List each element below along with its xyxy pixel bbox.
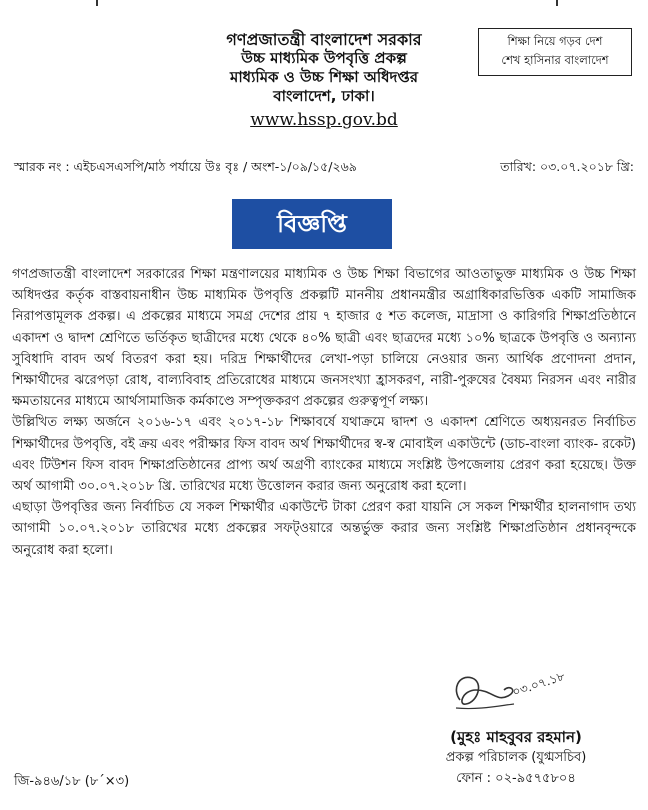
page-top-edge — [0, 0, 648, 5]
paragraph-1: গণপ্রজাতন্ত্রী বাংলাদেশ সরকারের শিক্ষা মন্ত্রণালয়ের মাধ্যমিক ও উচ্চ শিক্ষা বিভাগের আওতাভুক্ত মাধ্যমিক ও উচ্চ শিক্ষা অধিদপ্তর কর্তৃক বাস্তবায়নাধীন উচ্চ মাধ্যমিক উপবৃত্তি প্রকল্পটি মাননীয় প্রধানমন্ত্রীর অগ্রাধিকারভিত্তিক একটি সামাজিক নিরাপত্তামূলক প্রকল্প। এ প্রকল্পের মাধ্যমে সমগ্র দেশের প্রায় ৭ হাজার ৫ শত কলেজ, মাদ্রাসা ও কারিগরি শিক্ষাপ্রতিষ্ঠানে একাদশ ও দ্বাদশ শ্রেণিতে ভর্তিকৃত ছাত্রীদের মধ্যে থেকে ৪০% ছাত্রী এবং ছাত্রদের মধ্যে ১০% ছাত্রকে উপবৃত্তি ও অন্যান্য সুবিধাদি বাবদ অর্থ বিতরণ করা হয়। দরিদ্র শিক্ষার্থীদের লেখা-পড়া চালিয়ে নেওয়ার জন্য আর্থিক প্রণোদনা প্রদান, শিক্ষার্থীদের ঝরেপড়া রোধ, বাল্যবিবাহ প্রতিরোধের মাধ্যমে জনসংখ্যা হ্রাসকরণ, নারী-পুরুষের বৈষম্য নিরসন এবং নারীর ক্ষমতায়নের মাধ্যমে আর্থসামাজিক কর্মকাণ্ডে সম্পৃক্তকরণ প্রকল্পের গুরুত্বপূর্ণ লক্ষ্য। — [12, 267, 636, 410]
signer-phone: ফোন : ০২-৯৫৭৫৮০৪ — [456, 771, 576, 786]
notice-body — [12, 264, 636, 561]
slogan-line-2: শেখ হাসিনার বাংলাদেশ — [501, 53, 609, 67]
signer-name: (মুহঃ মাহবুবর রহমান) — [450, 728, 582, 746]
directorate-name: মাধ্যমিক ও উচ্চ শিক্ষা অধিদপ্তর — [229, 68, 418, 86]
signer-title: প্রকল্প পরিচালক (যুগ্মসচিব) — [445, 750, 587, 765]
project-name: উচ্চ মাধ্যমিক উপবৃত্তি প্রকল্প — [241, 49, 407, 67]
location: বাংলাদেশ, ঢাকা। — [273, 87, 375, 105]
signature-date: ০৩.০৭.১৮ — [510, 669, 567, 700]
top-edge-mark — [556, 0, 558, 6]
signer-block — [400, 726, 632, 790]
slogan-line-1: শিক্ষা নিয়ে গড়ব দেশ — [507, 34, 603, 48]
paragraph-3: এছাড়া উপবৃত্তির জন্য নির্বাচিত যে সকল শিক্ষার্থীর একাউন্টে টাকা প্রেরণ করা যায়নি সে সকল শিক্ষার্থীর হালনাগাদ তথ্য আগামী ১০.০৭.২০১৮ তারিখের মধ্যে প্রকল্পের সফট্ওয়ারে অন্তর্ভুক্ত করার জন্য সংশ্লিষ্ট শিক্ষাপ্রতিষ্ঠান প্রধানবৃন্দকে অনুরোধ করা হলো। — [12, 500, 636, 558]
paragraph-2: উল্লিখিত লক্ষ্য অর্জনে ২০১৬-১৭ এবং ২০১৭-১৮ শিক্ষাবর্ষে যথাক্রমে দ্বাদশ ও একাদশ শ্রেণিতে অধ্যয়নরত নির্বাচিত শিক্ষার্থীদের উপবৃত্তি, বই ক্রয় এবং পরীক্ষার ফিস বাবদ অর্থ শিক্ষার্থীদের স্ব-স্ব মোবাইল একাউন্টে (ডাচ-বাংলা ব্যাংক- রকেট) এবং টিউশন ফিস বাবদ শিক্ষাপ্রতিষ্ঠানের প্রাপ্য অর্থ অগ্রণী ব্যাংকের মাধ্যমে সংশ্লিষ্ট উপজেলায় প্রেরণ করা হয়েছে। উক্ত অর্থ আগামী ৩০.০৭.২০১৮ খ্রি. তারিখের মধ্যে উত্তোলন করার জন্য অনুরোধ করা হলো। — [12, 415, 636, 495]
slogan-box — [478, 28, 632, 76]
notice-title: বিজ্ঞপ্তি — [232, 199, 392, 249]
footer-code: জি-৯৪৬/১৮ (৮´×৩) — [14, 774, 130, 789]
memo-date: তারিখ: ০৩.০৭.২০১৮ খ্রি: — [500, 159, 634, 174]
website-link[interactable]: www.hssp.gov.bd — [250, 110, 398, 130]
memo-reference: স্মারক নং : এইচএসএসপি/মাঠ পর্যায়ে উঃ বৃঃ / অংশ-১/০৯/১৫/২৬৯ — [14, 159, 357, 174]
government-name: গণপ্রজাতন্ত্রী বাংলাদেশ সরকার — [226, 30, 422, 49]
top-edge-mark — [96, 0, 98, 6]
